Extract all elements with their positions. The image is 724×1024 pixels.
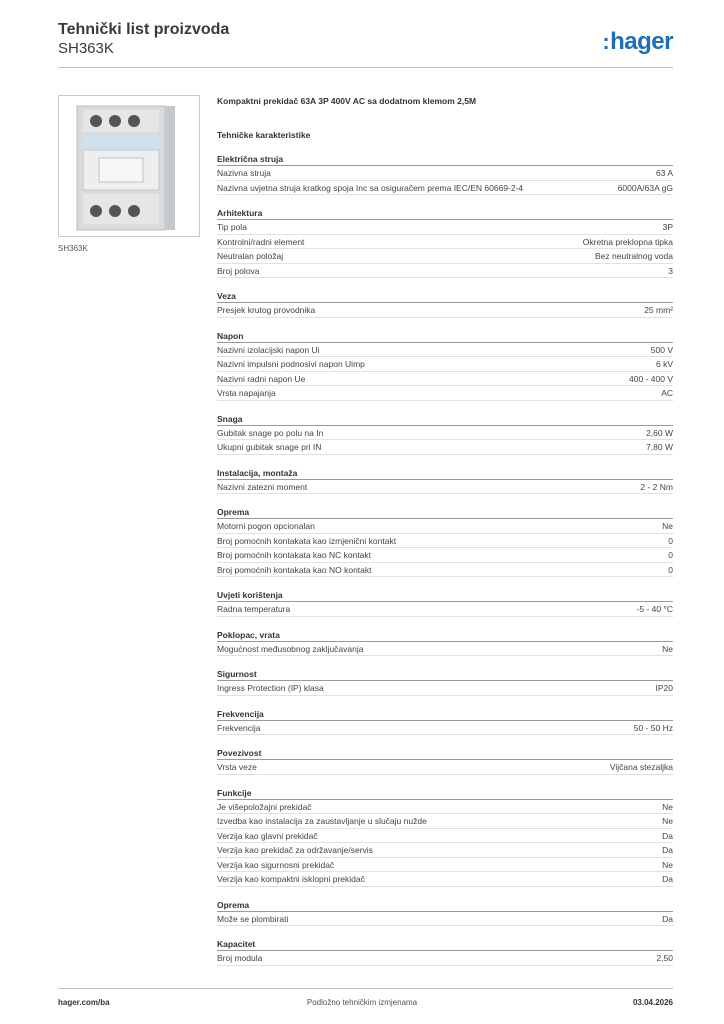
spec-label: Verzija kao kompaktni isklopni prekidač bbox=[217, 874, 365, 884]
spec-value: 0 bbox=[668, 550, 673, 560]
spec-group-title: Uvjeti korištenja bbox=[217, 586, 673, 602]
spec-label: Broj pomoćnih kontakata kao NC kontakt bbox=[217, 550, 372, 560]
spec-label: Verzija kao sigurnosni prekidač bbox=[217, 859, 335, 870]
spec-label: Neutralan položaj bbox=[217, 251, 284, 261]
spec-value: 2 - 2 Nm bbox=[640, 481, 673, 492]
spec-row bbox=[217, 602, 673, 617]
spec-row bbox=[217, 858, 673, 873]
spec-group-title: Frekvencija bbox=[217, 705, 673, 721]
spec-group-title: Kapacitet bbox=[217, 935, 673, 951]
spec-group bbox=[217, 935, 673, 966]
spec-row bbox=[217, 912, 673, 927]
spec-group bbox=[217, 503, 673, 577]
spec-value: 0 bbox=[668, 564, 673, 575]
spec-group bbox=[217, 410, 673, 455]
spec-value: 25 mm² bbox=[644, 305, 673, 315]
spec-value: Vijčana stezaljka bbox=[609, 762, 673, 772]
spec-row bbox=[217, 800, 673, 815]
spec-row bbox=[217, 440, 673, 455]
spec-group-title: Sigurnost bbox=[217, 665, 673, 681]
spec-row bbox=[217, 357, 673, 372]
product-code: SH363K bbox=[58, 40, 114, 57]
spec-label: Presjek krutog provodnika bbox=[217, 305, 316, 315]
spec-group-title: Električna struja bbox=[217, 150, 673, 166]
spec-group-title: Arhitektura bbox=[217, 204, 673, 220]
spec-label: Nazivni izolacijski napon Ui bbox=[217, 344, 320, 355]
spec-group bbox=[217, 784, 673, 887]
spec-row bbox=[217, 264, 673, 279]
spec-row bbox=[217, 181, 673, 196]
spec-label: Je višepoložajni prekidač bbox=[217, 801, 312, 812]
spec-group bbox=[217, 150, 673, 195]
spec-label: Ingress Protection (IP) klasa bbox=[217, 683, 324, 693]
spec-value: 6 kV bbox=[655, 359, 673, 369]
spec-label: Ukupni gubitak snage pri IN bbox=[217, 442, 322, 452]
spec-group-title: Poklopac, vrata bbox=[217, 626, 673, 642]
switch-illustration bbox=[59, 96, 199, 236]
footer-divider bbox=[58, 988, 673, 989]
spec-value: 7,80 W bbox=[646, 442, 673, 452]
spec-value: 0 bbox=[668, 535, 673, 546]
spec-label: Gubitak snage po polu na In bbox=[217, 427, 324, 438]
spec-value: AC bbox=[661, 388, 673, 398]
spec-row bbox=[217, 166, 673, 181]
brand-logo bbox=[602, 28, 673, 56]
spec-group bbox=[217, 327, 673, 401]
spec-label: Nazivna struja bbox=[217, 168, 271, 178]
spec-label: Mogućnost međusobnog zaključavanja bbox=[217, 643, 364, 654]
footer-date: 03.04.2026 bbox=[632, 998, 673, 1007]
spec-label: Radna temperatura bbox=[217, 604, 291, 614]
spec-value: Ne bbox=[662, 859, 673, 870]
spec-row bbox=[217, 519, 673, 534]
spec-value: Ne bbox=[662, 801, 673, 812]
spec-row bbox=[217, 814, 673, 829]
spec-value: Bez neutralnog voda bbox=[595, 251, 673, 261]
spec-label: Verzija kao prekidač za održavanje/servis bbox=[217, 845, 373, 855]
spec-row bbox=[217, 872, 673, 887]
spec-label: Broj pomoćnih kontakata kao izmjenični kontakt bbox=[217, 535, 397, 546]
spec-label: Nazivna uvjetna struja kratkog spoja Inc sa osiguračem prema IEC/EN 60669-2-4 bbox=[217, 182, 524, 193]
spec-value: Ne bbox=[662, 521, 673, 531]
spec-row bbox=[217, 721, 673, 736]
spec-row bbox=[217, 760, 673, 775]
spec-value: 500 V bbox=[650, 344, 673, 355]
spec-label: Broj modula bbox=[217, 953, 263, 963]
spec-group bbox=[217, 744, 673, 775]
page-title: Tehnički list proizvoda bbox=[58, 21, 230, 38]
spec-label: Vrsta veze bbox=[217, 762, 257, 772]
spec-value: Ne bbox=[662, 816, 673, 826]
spec-value: Da bbox=[662, 830, 673, 841]
spec-group-title: Snaga bbox=[217, 410, 673, 426]
spec-label: Kontrolni/radni element bbox=[217, 236, 305, 247]
spec-value: 63 A bbox=[655, 168, 673, 178]
spec-row bbox=[217, 303, 673, 318]
spec-value: 2,60 W bbox=[646, 427, 673, 438]
spec-value: Da bbox=[662, 845, 673, 855]
spec-value: Da bbox=[662, 874, 673, 884]
spec-row bbox=[217, 220, 673, 235]
spec-label: Nazivni zatezni moment bbox=[217, 481, 308, 492]
spec-row bbox=[217, 372, 673, 387]
spec-group bbox=[217, 705, 673, 736]
spec-value: 3P bbox=[662, 222, 673, 232]
spec-row bbox=[217, 386, 673, 401]
spec-group-title: Veza bbox=[217, 287, 673, 303]
spec-row bbox=[217, 426, 673, 441]
spec-row bbox=[217, 235, 673, 250]
spec-label: Broj pomoćnih kontakata kao NO kontakt bbox=[217, 564, 372, 575]
header-divider bbox=[58, 67, 673, 68]
spec-label: Motorni pogon opcionalan bbox=[217, 521, 315, 531]
spec-value: -5 - 40 °C bbox=[636, 604, 673, 614]
spec-group bbox=[217, 626, 673, 657]
logo-text: hager bbox=[610, 28, 673, 55]
spec-row bbox=[217, 548, 673, 563]
spec-label: Vrsta napajanja bbox=[217, 388, 276, 398]
spec-group bbox=[217, 204, 673, 278]
spec-value: Okretna preklopna tipka bbox=[582, 236, 673, 247]
spec-label: Tip pola bbox=[217, 222, 247, 232]
spec-row bbox=[217, 681, 673, 696]
spec-value: 3 bbox=[668, 265, 673, 276]
spec-group bbox=[217, 287, 673, 318]
spec-value: Da bbox=[662, 913, 673, 924]
spec-label: Nazivni radni napon Ue bbox=[217, 373, 306, 384]
spec-group bbox=[217, 665, 673, 696]
spec-row bbox=[217, 249, 673, 264]
spec-value: 50 - 50 Hz bbox=[633, 722, 673, 733]
spec-row bbox=[217, 480, 673, 495]
spec-row bbox=[217, 642, 673, 657]
product-heading: Kompaktni prekidač 63A 3P 400V AC sa dodatnom klemom 2,5M bbox=[217, 96, 477, 106]
footer-website: hager.com/ba bbox=[58, 998, 110, 1007]
spec-group-title: Oprema bbox=[217, 896, 673, 912]
logo-colon: : bbox=[602, 29, 610, 54]
section-title: Tehničke karakteristike bbox=[217, 130, 311, 140]
spec-group-title: Povezivost bbox=[217, 744, 673, 760]
spec-group-title: Instalacija, montaža bbox=[217, 464, 673, 480]
spec-group-title: Funkcije bbox=[217, 784, 673, 800]
product-image bbox=[58, 95, 200, 237]
spec-label: Verzija kao glavni prekidač bbox=[217, 830, 318, 841]
spec-group-title: Oprema bbox=[217, 503, 673, 519]
spec-group-title: Napon bbox=[217, 327, 673, 343]
spec-row bbox=[217, 534, 673, 549]
spec-label: Broj polova bbox=[217, 265, 260, 276]
spec-value: 6000A/63A gG bbox=[617, 182, 673, 193]
spec-row bbox=[217, 843, 673, 858]
spec-group bbox=[217, 586, 673, 617]
spec-table bbox=[217, 150, 673, 975]
footer-note: Podložno tehničkim izmjenama bbox=[306, 998, 418, 1007]
spec-value: Ne bbox=[662, 643, 673, 654]
spec-row bbox=[217, 563, 673, 578]
spec-value: 400 - 400 V bbox=[629, 373, 673, 384]
spec-label: Frekvencija bbox=[217, 722, 261, 733]
product-image-caption: SH363K bbox=[58, 244, 88, 253]
spec-group bbox=[217, 464, 673, 495]
spec-row bbox=[217, 343, 673, 358]
spec-row bbox=[217, 829, 673, 844]
spec-value: 2,50 bbox=[656, 953, 673, 963]
spec-label: Izvedba kao instalacija za zaustavljanje u slučaju nužde bbox=[217, 816, 427, 826]
spec-row bbox=[217, 951, 673, 966]
spec-label: Može se plombirati bbox=[217, 913, 289, 924]
spec-group bbox=[217, 896, 673, 927]
spec-label: Nazivni impulsni podnosivi napon Uimp bbox=[217, 359, 365, 369]
spec-value: IP20 bbox=[655, 683, 673, 693]
